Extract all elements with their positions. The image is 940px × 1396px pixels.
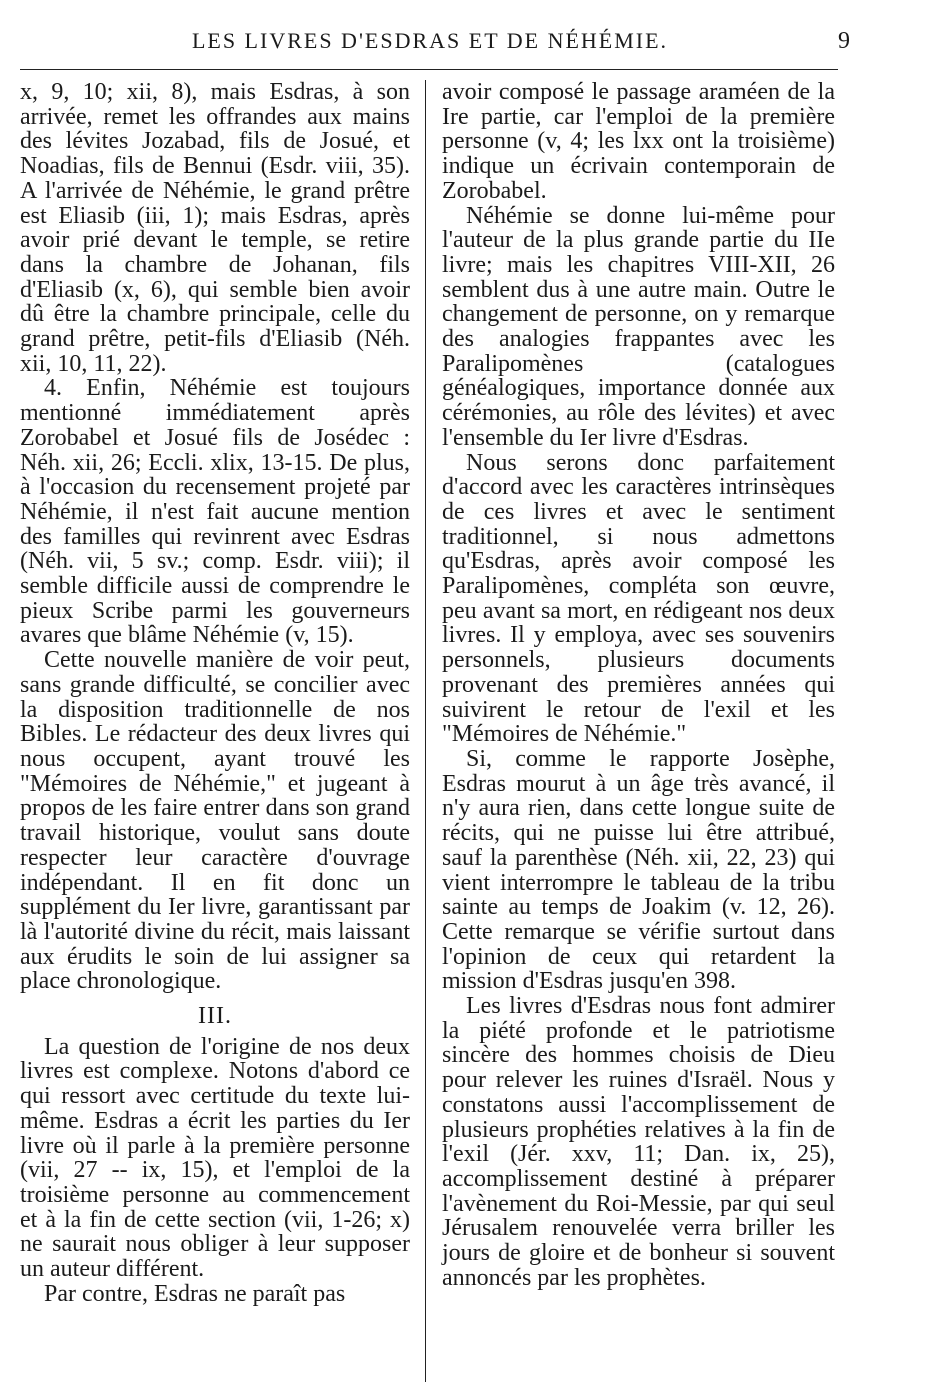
running-header	[20, 0, 850, 62]
left-column	[20, 80, 410, 1306]
right-paragraph-3: Nous serons donc parfaitement d'accord avec les caractères intrinsèques de ces livres et avec le sentiment traditionnel, si nous admettons qu'Esdras, après avoir composé les Paralipomènes, compléta son œuvre, peu avant sa mort, en rédigeant nos deux livres. Il y employa, avec ses souvenirs personnels, plusieurs documents provenant des premières années qui suivirent le retour de l'exil et les "Mémoires de Néhémie."	[442, 449, 835, 748]
page-number: 9	[838, 28, 850, 54]
left-paragraph-1: x, 9, 10; xii, 8), mais Esdras, à son arrivée, remet les offrandes aux mains des lévites Jozabad, fils de Josué, et Noadias, fils de Bennui (Esdr. viii, 35). A l'arrivée de Néhémie, le grand prêtre est Eliasib (iii, 1); mais Esdras, après avoir prié devant le temple, se retire dans la chambre de Johanan, fils d'Eliasib (x, 6), qui semble bien avoir dû être la chambre principale, celle du grand prêtre, petit-fils d'Eliasib (Néh. xii, 10, 11, 22).	[20, 79, 410, 377]
section-heading: III.	[198, 1003, 232, 1030]
left-paragraph-2: 4. Enfin, Néhémie est toujours mentionné immédiatement après Zorobabel et Josué fils de Josédec : Néh. xii, 26; Eccli. xlix, 13-15. De plus, à l'occasion du recensement projeté par Néhémie, il n'est fait aucune mention des familles qui revinrent avec Esdras (Néh. vii, 5 sv.; comp. Esdr. viii); il semble difficile aussi de comprendre le pieux Scribe parmi les gouverneurs avares que blâme Néhémie (v, 15).	[20, 375, 410, 649]
left-paragraph-5: Par contre, Esdras ne paraît pas	[44, 1280, 346, 1307]
right-paragraph-2: Néhémie se donne lui-même pour l'auteur de la plus grande partie du IIe livre; mais les chapitres VIII-XII, 26 semblent dus à une autre main. Outre le changement de personne, on y remarque des analogies frappantes avec les Paralipomènes (catalogues généalogiques, importance donnée aux cérémonies, au rôle des lévites) et avec l'ensemble du Ier livre d'Esdras.	[442, 202, 835, 451]
header-rule	[20, 69, 838, 70]
left-paragraph-3: Cette nouvelle manière de voir peut, sans grande difficulté, se concilier avec la disposition traditionnelle de nos Bibles. Le rédacteur des deux livres qui nous occupent, ayant trouvé les "Mémoires de Néhémie," et jugeant à propos de les faire entrer dans son grand travail historique, voulut sans doute respecter leur caractère d'ouvrage indépendant. Il en fit donc un supplément du Ier livre, garantissant par là l'autorité divine du récit, mais laissant aux érudits le soin de lui assigner sa place chronologique.	[20, 647, 410, 995]
left-paragraph-4: La question de l'origine de nos deux livres est complexe. Notons d'abord ce qui ressort avec certitude du texte lui-même. Esdras a écrit les parties du Ier livre où il parle à la première personne (vii, 27 -- ix, 15), et l'emploi de la troisième personne au commencement et à la fin de cette section (vii, 1-26; x) ne saurait nous obliger à leur supposer un auteur différent.	[20, 1033, 410, 1283]
column-divider	[425, 80, 426, 1382]
right-paragraph-1: avoir composé le passage araméen de la Ire partie, car l'emploi de la première personne (v, 4; les lxx ont la troisième) indique un écrivain contemporain de Zorobabel.	[442, 79, 835, 204]
right-column	[442, 80, 835, 1290]
right-paragraph-5: Les livres d'Esdras nous font admirer la piété profonde et le patriotisme sincère des hommes choisis de Dieu pour relever les ruines d'Israël. Nous y constatons aussi l'accomplissement de plusieurs prophéties relatives à la fin de l'exil (Jér. xxv, 11; Dan. ix, 25), accomplissement destiné à préparer l'avènement du Roi-Messie, par qui seul Jérusalem renouvelée verra briller les jours de gloire et de bonheur si souvent annoncés par les prophètes.	[442, 993, 835, 1291]
right-paragraph-4: Si, comme le rapporte Josèphe, Esdras mourut à un âge très avancé, il n'y aura rien, dans cette longue suite de récits, qui ne puisse lui être attribué, sauf la parenthèse (Néh. xii, 22, 23) qui vient interrompre le tableau de la tribu sainte au temps de Joakim (v. 12, 26). Cette remarque se vérifie surtout dans l'opinion de ceux qui retardent la mission d'Esdras jusqu'en 398.	[442, 745, 835, 995]
running-title: LES LIVRES D'ESDRAS ET DE NÉHÉMIE.	[191, 28, 669, 53]
